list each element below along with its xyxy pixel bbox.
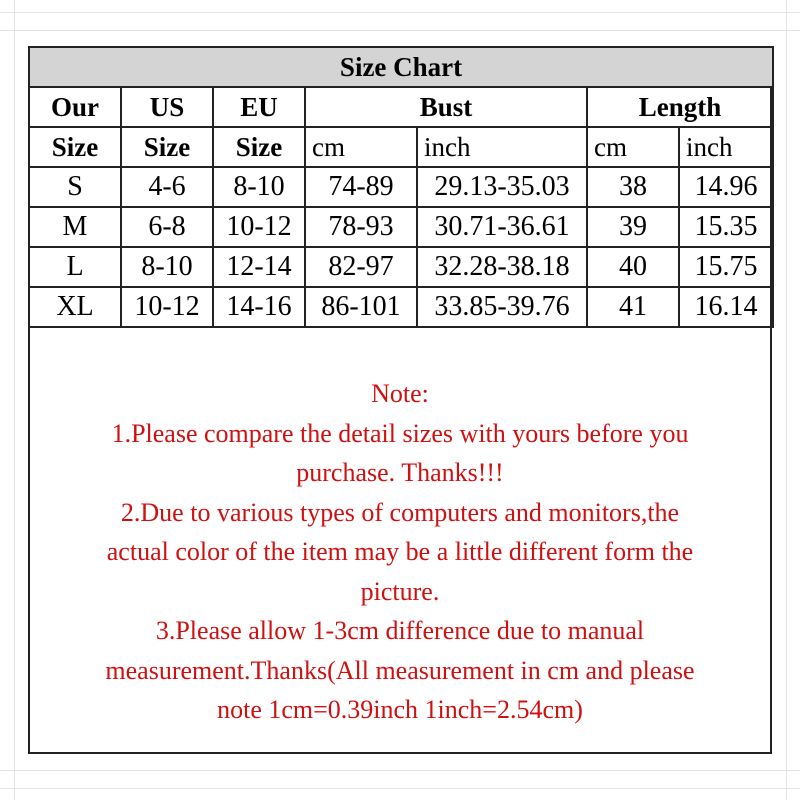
note-line: 1.Please compare the detail sizes with yours before you [111, 418, 689, 448]
cell-us-size: 4-6 [121, 167, 213, 207]
header-length-inch: inch [679, 127, 773, 167]
header-length: Length [587, 87, 773, 127]
sheet-gridline [0, 30, 800, 31]
cell-bust-inch: 32.28-38.18 [417, 247, 587, 287]
note-line: picture. [360, 576, 440, 606]
cell-length-cm: 41 [587, 287, 679, 327]
note-line: 3.Please allow 1-3cm difference due to manual [155, 616, 645, 645]
cell-length-cm: 39 [587, 207, 679, 247]
header-bust-cm: cm [305, 127, 417, 167]
cell-us-size: 6-8 [121, 207, 213, 247]
chart-title: Size Chart [29, 47, 773, 87]
header-row-1 [29, 87, 773, 127]
note-line: 2.Due to various types of computers and monitors,the [120, 497, 680, 527]
sheet-gridline [0, 770, 800, 771]
table-row [29, 287, 773, 327]
cell-our-size: XL [29, 287, 121, 327]
cell-bust-cm: 74-89 [305, 167, 417, 207]
size-chart [28, 46, 772, 754]
cell-our-size: S [29, 167, 121, 207]
cell-us-size: 10-12 [121, 287, 213, 327]
header-our-size: Our [29, 87, 121, 127]
table-row [29, 167, 773, 207]
cell-eu-size: 14-16 [213, 287, 305, 327]
cell-length-inch: 14.96 [679, 167, 773, 207]
header-us-size-line2: Size [121, 127, 213, 167]
cell-length-inch: 15.35 [679, 207, 773, 247]
sheet-gridline [0, 788, 800, 789]
cell-bust-inch: 29.13-35.03 [417, 167, 587, 207]
sheet-gridline [0, 12, 800, 13]
cell-bust-inch: 33.85-39.76 [417, 287, 587, 327]
note-line: measurement.Thanks(All measurement in cm and please [105, 655, 695, 685]
header-eu-size: EU [213, 87, 305, 127]
header-us-size: US [121, 87, 213, 127]
header-our-size-line2: Size [29, 127, 121, 167]
cell-bust-inch: 30.71-36.61 [417, 207, 587, 247]
header-eu-size-line2: Size [213, 127, 305, 167]
cell-eu-size: 12-14 [213, 247, 305, 287]
sheet-gridline [786, 0, 787, 800]
cell-eu-size: 8-10 [213, 167, 305, 207]
size-table [28, 46, 774, 328]
note-line: actual color of the item may be a little different form the [106, 537, 694, 566]
cell-our-size: M [29, 207, 121, 247]
note-line: note 1cm=0.39inch 1inch=2.54cm) [217, 695, 583, 724]
cell-bust-cm: 82-97 [305, 247, 417, 287]
cell-bust-cm: 86-101 [305, 287, 417, 327]
header-row-2 [29, 127, 773, 167]
note-line: purchase. Thanks!!! [296, 458, 504, 487]
cell-eu-size: 10-12 [213, 207, 305, 247]
notes-block [30, 374, 770, 730]
header-bust: Bust [305, 87, 587, 127]
cell-length-cm: 38 [587, 167, 679, 207]
table-row [29, 207, 773, 247]
cell-length-inch: 16.14 [679, 287, 773, 327]
header-bust-inch: inch [417, 127, 587, 167]
cell-our-size: L [29, 247, 121, 287]
title-row [29, 47, 773, 87]
cell-length-inch: 15.75 [679, 247, 773, 287]
sheet-gridline [14, 0, 15, 800]
cell-us-size: 8-10 [121, 247, 213, 287]
table-row [29, 247, 773, 287]
cell-bust-cm: 78-93 [305, 207, 417, 247]
cell-length-cm: 40 [587, 247, 679, 287]
header-length-cm: cm [587, 127, 679, 167]
note-heading: Note: [371, 379, 429, 408]
